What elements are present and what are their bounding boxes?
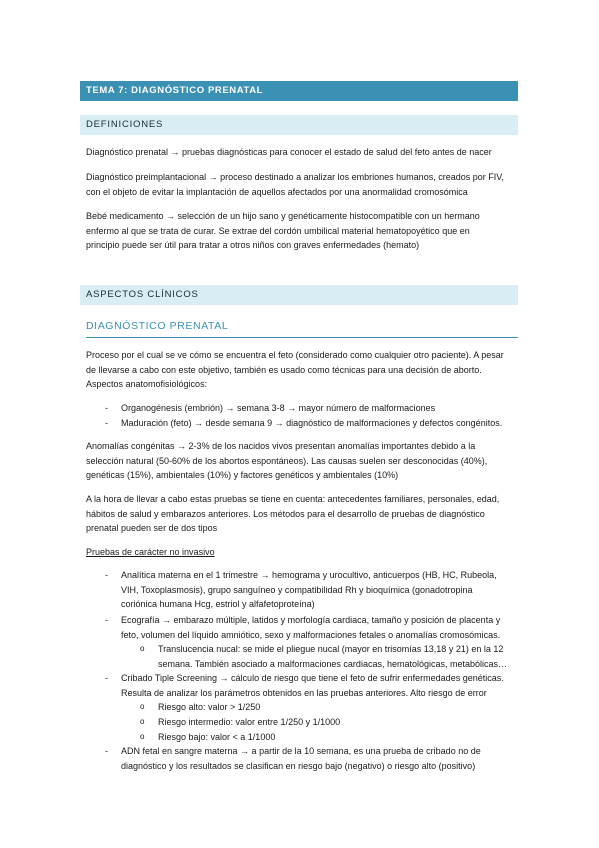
section-heading-definiciones: DEFINICIONES (80, 115, 518, 135)
text-line: Translucencia nucal: se mide el pliegue nucal (mayor en trisomías 13,18 y 21) en la 12 (158, 644, 504, 654)
dash-bullet: - (105, 570, 108, 580)
circle-bullet: o (140, 702, 145, 711)
circle-bullet: o (140, 732, 145, 741)
text-line: principio puede ser útil para tratar a otros niños con graves enfermedades (hemato) (86, 240, 420, 250)
text-line: feto, volumen del líquido amniótico, sexo y malformaciones fetales o anomalías cromosómicas. (121, 629, 501, 640)
text-line: selección natural (50-60% de los abortos espontáneos). Las causas suelen ser desconocidas (40%), (86, 455, 488, 466)
text-line: prenatal pueden ser de dos tipos (86, 523, 218, 533)
list-item-text (121, 613, 517, 642)
text-line: hábitos de salud y embarazos anteriores. Los métodos para el desarrollo de pruebas de diagnóstico (86, 508, 485, 519)
list-item-text (121, 744, 517, 773)
list-item-text (121, 671, 517, 700)
dash-bullet: - (105, 615, 108, 625)
dash-bullet: - (105, 746, 108, 756)
asp-paragraph-3 (86, 492, 518, 536)
text-line: Diagnóstico prenatal → pruebas diagnósticas para conocer el estado de salud del feto antes de nacer (86, 147, 492, 157)
text-line: Maduración (feto) → desde semana 9 → diagnóstico de malformaciones y defectos congénitos. (121, 418, 503, 428)
section-heading-aspectos: ASPECTOS CLÍNICOS (80, 285, 518, 305)
text-line: coriónica humana Hcg, estriol y alfafetoproteína) (121, 599, 315, 609)
text-line: Resulta de analizar los parámetros obtenidos en las pruebas anteriores. Alto riesgo de error (121, 687, 487, 698)
asp-paragraph-1 (86, 348, 518, 392)
subsection-rule (86, 337, 518, 338)
text-line: semana. También asociado a malformaciones cardiacas, hematológicas, metabólicas… (158, 658, 508, 669)
sublist-item-text (158, 730, 518, 745)
text-line: ADN fetal en sangre materna → a partir de la 10 semana, es una prueba de cribado no de (121, 746, 481, 756)
text-line: Riesgo bajo: valor < a 1/1000 (158, 732, 276, 742)
text-line: Riesgo alto: valor > 1/250 (158, 702, 261, 712)
list-item-text (121, 416, 517, 431)
def-paragraph-3 (86, 209, 518, 253)
text-line: Cribado Tiple Screening → cálculo de riesgo que tiene el feto de sufrir enfermedades genéticas. (121, 673, 504, 683)
text-line: Riesgo intermedio: valor entre 1/250 y 1/1000 (158, 717, 341, 727)
text-line: genéticas (15%), ambientales (10%) y factores genéticos y ambientales (10%) (86, 470, 399, 480)
text-line: Diagnóstico preimplantacional → proceso destinado a analizar los embriones humanos, creados por FIV, (86, 172, 504, 182)
circle-bullet: o (140, 644, 145, 653)
text-line: Bebé medicamento → selección de un hijo sano y genéticamente histocompatible con un hermano (86, 211, 480, 221)
sublist-item-text (158, 642, 518, 671)
subsection-heading-diagnostico: DIAGNÓSTICO PRENATAL (86, 320, 229, 332)
def-paragraph-1 (86, 145, 518, 160)
text-line: diagnóstico y los resultados se clasifican en riesgo bajo (negativo) o riesgo alto (positivo) (121, 760, 476, 771)
dash-bullet: - (105, 673, 108, 683)
def-paragraph-2 (86, 170, 518, 199)
sublist-item-text (158, 715, 518, 730)
text-line: Analítica materna en el 1 trimestre → hemograma y urocultivo, anticuerpos (HB, HC, Rubeola, (121, 570, 497, 580)
dash-bullet: - (105, 403, 108, 413)
circle-bullet: o (140, 717, 145, 726)
text-line: Organogénesis (embrión) → semana 3-8 → mayor número de malformaciones (121, 403, 436, 413)
text-line: VIH, Toxoplasmosis), grupo sanguíneo y compatibilidad Rh y bioquímica (gonadotropina (121, 584, 473, 595)
pruebas-no-invasivas-heading: Pruebas de carácter no invasivo (86, 547, 215, 557)
list-item-text (121, 568, 517, 612)
sublist-item-text (158, 700, 518, 715)
text-line: con el objeto de evitar la implantación de aquellos afectados por una anormalidad cromosómica (86, 186, 468, 197)
text-line: enfermo al que se trata de curar. Se extrae del cordón umbilical material hematopoyético que en (86, 225, 470, 236)
chapter-title-band: TEMA 7: DIAGNÓSTICO PRENATAL (80, 81, 518, 101)
asp-paragraph-2 (86, 439, 518, 483)
text-line: A la hora de llevar a cabo estas pruebas se tiene en cuenta: antecedentes familiares, personales, edad, (86, 494, 500, 504)
text-line: Aspectos anatomofisiológicos: (86, 379, 208, 389)
text-line: de llevarse a cabo con este objetivo, también es usado como técnicas para una decisión de aborto. (86, 364, 482, 375)
text-line: Anomalías congénitas → 2-3% de los nacidos vivos presentan anomalías importantes debido a la (86, 441, 476, 451)
text-line: Ecografía → embarazo múltiple, latidos y morfología cardiaca, tamaño y posición de placenta y (121, 615, 501, 625)
list-item-text (121, 401, 517, 416)
text-line: Proceso por el cual se ve cómo se encuentra el feto (considerado como cualquier otro paciente). A pesar (86, 350, 504, 360)
dash-bullet: - (105, 418, 108, 428)
